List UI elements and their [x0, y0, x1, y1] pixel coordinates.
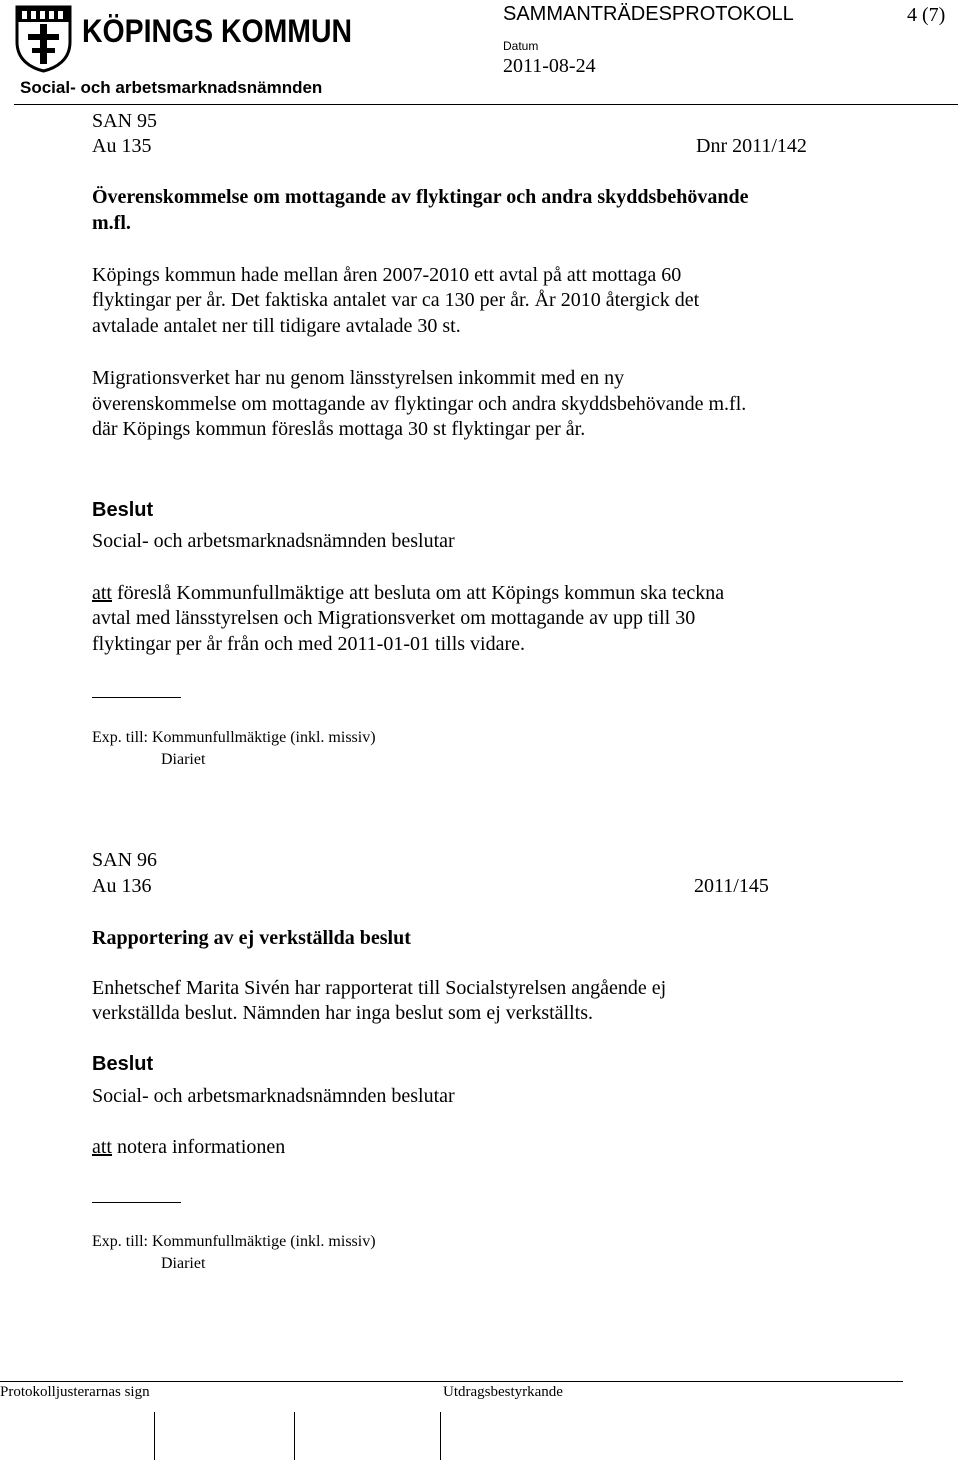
beslut-subheading: Social- och arbetsmarknadsnämnden beslutar — [92, 1085, 455, 1107]
paragraph-line: avtalade antalet ner till tidigare avtalade 30 st. — [92, 315, 461, 337]
paragraph-line: Enhetschef Marita Sivén har rapporterat till Socialstyrelsen angående ej — [92, 977, 667, 999]
paragraph-line: Migrationsverket har nu genom länsstyrelsen inkommit med en ny — [92, 367, 625, 389]
distribution-list: Exp. till: Kommunfullmäktige (inkl. missiv) — [92, 729, 376, 746]
paragraph-line: verkställda beslut. Nämnden har inga beslut som ej verkställts. — [92, 1002, 593, 1024]
paragraph-line: där Köpings kommun föreslås mottaga 30 st flyktingar per år. — [92, 418, 586, 440]
signature-label: Protokolljusterarnas sign — [0, 1384, 150, 1400]
au-number: Au 135 — [92, 135, 152, 157]
item-title-line1: Överenskommelse om mottagande av flyktingar och andra skyddsbehövande — [92, 186, 749, 208]
paragraph-line: Köpings kommun hade mellan åren 2007-2010 ett avtal på att mottaga 60 — [92, 264, 682, 286]
distribution-recipient: Diariet — [161, 1255, 206, 1272]
distribution-list: Exp. till: Kommunfullmäktige (inkl. missiv) — [92, 1233, 376, 1250]
beslut-subheading: Social- och arbetsmarknadsnämnden beslutar — [92, 530, 455, 552]
dnr-number: 2011/145 — [694, 875, 769, 897]
san-number: SAN 95 — [92, 110, 158, 132]
dnr-number: Dnr 2011/142 — [696, 135, 807, 157]
document-type: SAMMANTRÄDESPROTOKOLL — [503, 3, 794, 25]
signature-box-divider — [440, 1412, 441, 1460]
footer-divider — [0, 1381, 903, 1382]
att-keyword: att — [92, 582, 112, 604]
beslut-heading: Beslut — [92, 499, 154, 521]
paragraph-line: flyktingar per år. Det faktiska antalet var ca 130 per år. År 2010 återgick det — [92, 289, 700, 311]
distribution-recipient: Diariet — [161, 751, 206, 768]
signature-box-divider — [294, 1412, 295, 1460]
committee-name: Social- och arbetsmarknadsnämnden — [20, 78, 323, 97]
coat-of-arms-icon — [17, 7, 70, 71]
san-number: SAN 96 — [92, 849, 158, 871]
meeting-date: 2011-08-24 — [503, 55, 596, 77]
au-number: Au 136 — [92, 875, 152, 897]
section-end-rule — [92, 1202, 181, 1203]
page-number: 4 (7) — [907, 4, 946, 26]
header-divider — [14, 104, 958, 105]
decision-line: flyktingar per år från och med 2011-01-01 tills vidare. — [92, 633, 526, 655]
item-title-line2: m.fl. — [92, 212, 131, 234]
signature-box-divider — [154, 1412, 155, 1460]
att-keyword: att — [92, 1136, 112, 1158]
decision-line: att notera informationen — [92, 1136, 286, 1158]
decision-line: avtal med länsstyrelsen och Migrationsverket om mottagande av upp till 30 — [92, 607, 696, 629]
section-end-rule — [92, 697, 181, 698]
item-title: Rapportering av ej verkställda beslut — [92, 927, 411, 949]
kopings-kommun-logo — [14, 4, 354, 72]
date-label: Datum — [503, 39, 539, 53]
paragraph-line: överenskommelse om mottagande av flyktingar och andra skyddsbehövande m.fl. — [92, 393, 747, 415]
svg-text:KÖPINGS KOMMUN: KÖPINGS KOMMUN — [82, 13, 352, 49]
decision-line: att föreslå Kommunfullmäktige att besluta om att Köpings kommun ska teckna — [92, 582, 725, 604]
certification-label: Utdragsbestyrkande — [443, 1384, 563, 1400]
beslut-heading: Beslut — [92, 1053, 154, 1075]
